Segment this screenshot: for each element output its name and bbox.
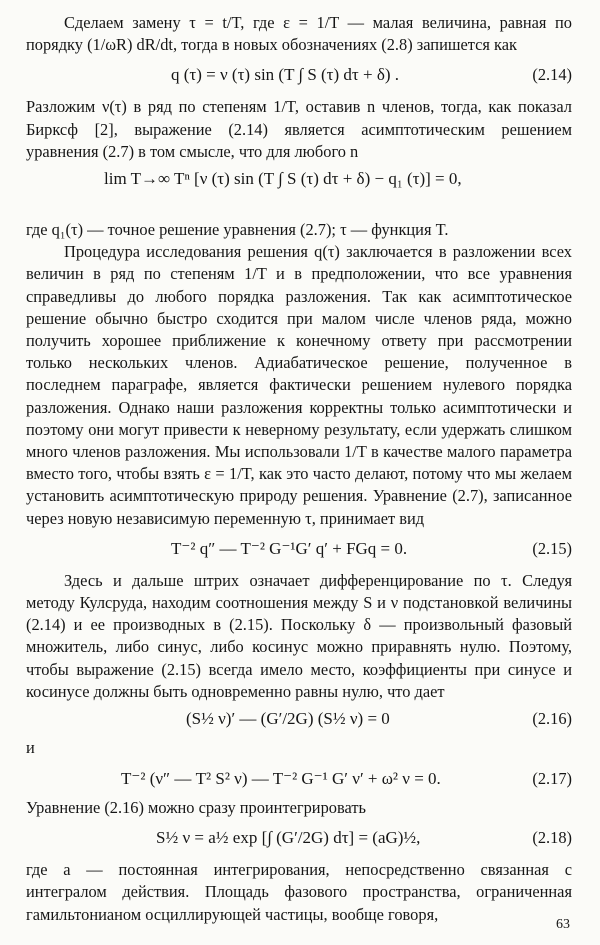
equation-2-18-number: (2.18) [532,828,572,848]
paragraph-6: Уравнение (2.16) можно сразу проинтегрировать [26,798,366,818]
equation-limit [26,163,572,219]
equation-2-16-formula: (S½ ν)′ — (G′/2G) (S½ ν) = 0 [186,709,390,729]
equation-2-14-formula: q (τ) = ν (τ) sin (T ∫ S (τ) dτ + δ) . [171,65,400,85]
paragraph-1: Сделаем замену τ = t/T, где ε = 1/T — малая величина, равная по порядку (1/ωR) dR/dt, тогда в новых обозначениях (2.8) запишется как [26,13,572,55]
paragraph-2: Разложим ν(τ) в ряд по степеням 1/T, оставив n членов, тогда, как показал Бирксф [2], выражение (2.14) является асимптотическим решением уравнения (2.7) в том смысле, что для любого n [26,97,572,161]
equation-2-18-formula: S½ ν = a½ exp [∫ (G′/2G) dτ] = (aG)½, [156,828,421,848]
paragraph-7: где a — постоянная интегрирования, непосредственно связанная с интегралом действия. Площадь фазового пространства, ограниченная гамильтонианом осциллирующей частицы, вообще говоря, [26,860,572,924]
page-number: 63 [556,917,570,932]
equation-2-15-number: (2.15) [532,538,572,558]
equation-2-18 [26,819,572,859]
paragraph-5: Здесь и дальше штрих означает дифференцирование по τ. Следуя методу Кулсруда, находим соотношения между S и ν подстановкой величины (2.14) и ее производных в (2.15). Поскольку δ — произвольный фазовый множитель, либо синус, либо косинус можно приравнять нулю. Поэтому, чтобы выражение (2.15) всегда имело место, коэффициенты при синусе и косинусе должны быть одновременно равны нулю, что дает [26,570,572,701]
equation-2-17 [26,763,572,797]
paragraph-4: Процедура исследования решения q(τ) заключается в разложении всех величин в ряд по степеням 1/T и в предположении, что все уравнения справедливы до любого порядка разложения. Так как асимптотическое решение обычно быстро сходится при малом числе членов ряда, можно получить хорошее приближение к конечному ответу при рассмотрении только нескольких членов. Адиабатическое решение, полученное в последнем параграфе, является фактически решением нулевого порядка разложения. Однако наши разложения корректны только асимптотически и поэтому они могут привести к неверному результату, если удержать слишком много членов разложения. Мы использовали 1/T в качестве малого параметра вместо того, чтобы взять ε = 1/T, как это часто делают, потому что мы желаем установить асимптотическую природу решения. Уравнение (2.7), записанное через новую независимую переменную τ, принимает вид [26,242,572,528]
equation-2-15-formula: T⁻² q″ — T⁻² G⁻¹G′ q′ + FGq = 0. [171,538,408,558]
paragraph-3: где q₁(τ) — точное решение уравнения (2.7); τ — функция T. [26,220,449,240]
equation-2-15 [26,530,572,570]
equation-limit-formula: lim T→∞ Tⁿ [ν (τ) sin (T ∫ S (τ) dτ + δ) − q₁ (τ)] = 0, [104,169,462,189]
equation-2-17-number: (2.17) [532,769,572,789]
equation-2-17-formula: T⁻² (ν″ — T² S² ν) — T⁻² G⁻¹ G′ ν′ + ω² ν = 0. [121,769,441,789]
equation-2-16 [26,703,572,737]
equation-2-16-number: (2.16) [532,709,572,729]
equation-2-14 [26,56,572,96]
conjunction-and: и [26,738,35,758]
equation-2-14-number: (2.14) [532,65,572,85]
